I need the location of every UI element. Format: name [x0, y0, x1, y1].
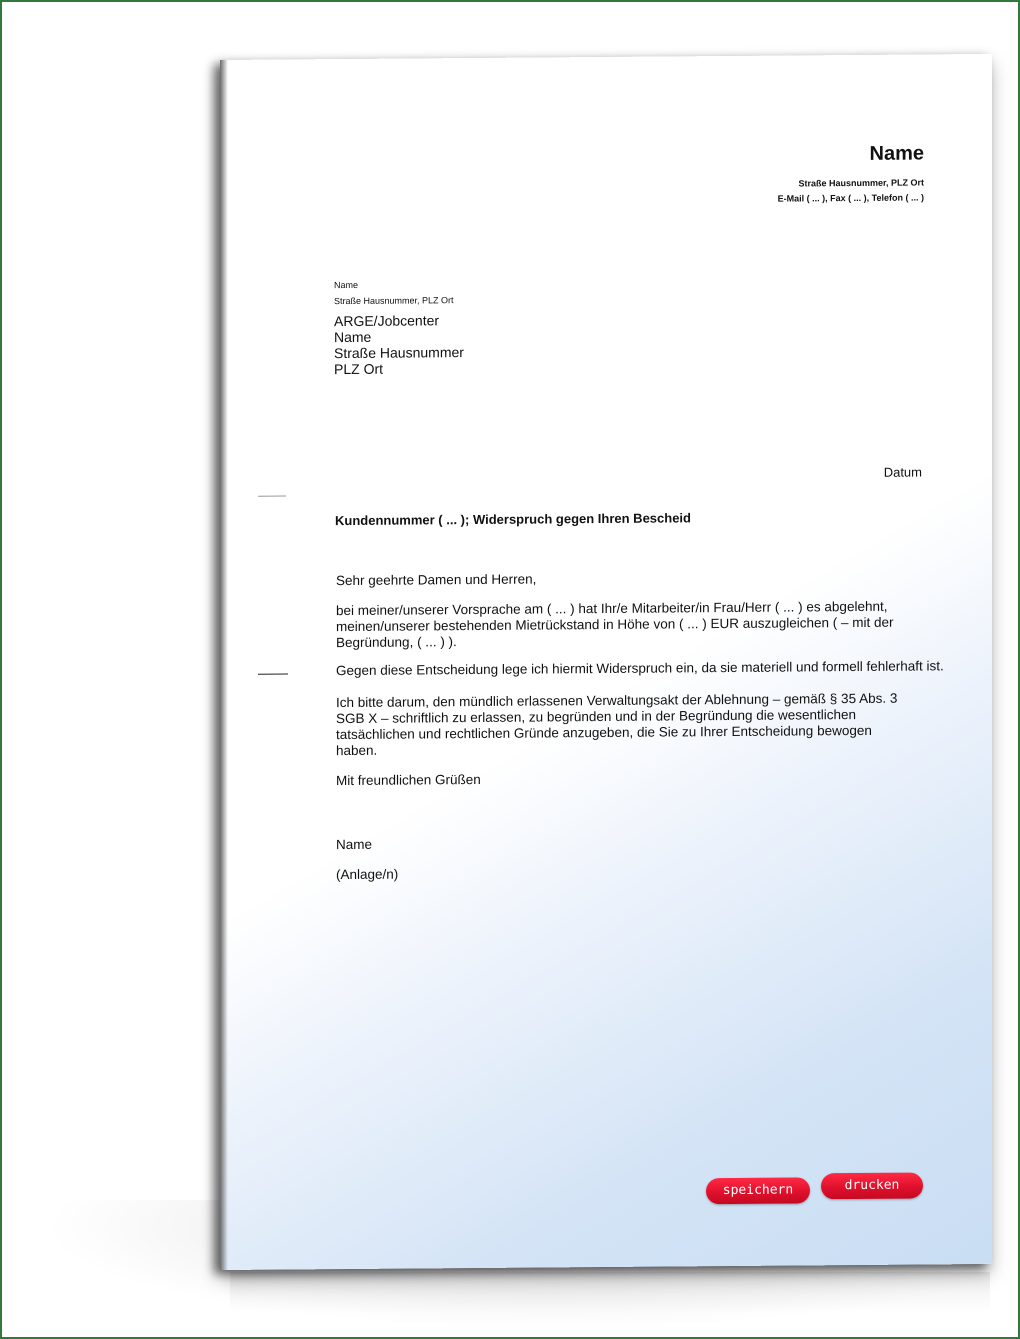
page-reflection: [230, 1272, 990, 1312]
fold-mark-middle: [258, 673, 288, 674]
return-address-name: Name: [334, 279, 359, 291]
recipient-line-3: Straße Hausnummer: [334, 344, 464, 362]
return-address-street: Straße Hausnummer, PLZ Ort: [334, 295, 454, 307]
attachment-note: (Anlage/n): [336, 866, 399, 883]
recipient-line-2: Name: [334, 328, 372, 346]
sender-name: Name: [869, 142, 924, 165]
closing: Mit freundlichen Grüßen: [336, 771, 481, 789]
letter-subject: Kundennummer ( ... ); Widerspruch gegen Ihren Bescheid: [335, 510, 691, 529]
body-paragraph-2: Gegen diese Entscheidung lege ich hiermit Widerspruch ein, da sie materiell und formell fehlerhaft ist.: [336, 658, 944, 679]
signature-name: Name: [336, 836, 373, 853]
recipient-block: [334, 312, 464, 377]
letter-body: [336, 569, 944, 884]
save-button[interactable]: speichern: [706, 1177, 810, 1204]
salutation: Sehr geehrte Damen und Herren,: [336, 571, 537, 589]
body-paragraph-3: Ich bitte darum, den mündlich erlassenen Verwaltungsakt der Ablehnung – gemäß § 35 Abs. 3 SGB X – schriftlich zu erlassen, zu begründen und in der Begründung die wesentlichen tatsächlichen und rechtlichen Gründe anzugeben, die Sie zu Ihrer Entscheidung bewogen haben.: [336, 690, 898, 759]
recipient-line-1: ARGE/Jobcenter: [334, 312, 440, 330]
return-address: [334, 276, 454, 309]
letter-page: [220, 54, 992, 1270]
sender-address: Straße Hausnummer, PLZ Ort: [798, 177, 924, 189]
sender-contact: E-Mail ( ... ), Fax ( ... ), Telefon ( ... ): [777, 192, 924, 204]
letter-date: Datum: [883, 464, 922, 480]
body-paragraph-1: bei meiner/unserer Vorsprache am ( ... ) hat Ihr/e Mitarbeiter/in Frau/Herr ( ... ) es abgelehnt, meinen/unserer bestehenden Mietrückstand in Höhe von ( ... ) EUR auszugleichen ( – mit der Begründung, ( ... ) ).: [336, 598, 894, 651]
recipient-line-4: PLZ Ort: [334, 360, 384, 378]
sender-block: [778, 142, 924, 206]
print-button[interactable]: drucken: [821, 1172, 923, 1199]
fold-mark-top: [258, 495, 286, 496]
